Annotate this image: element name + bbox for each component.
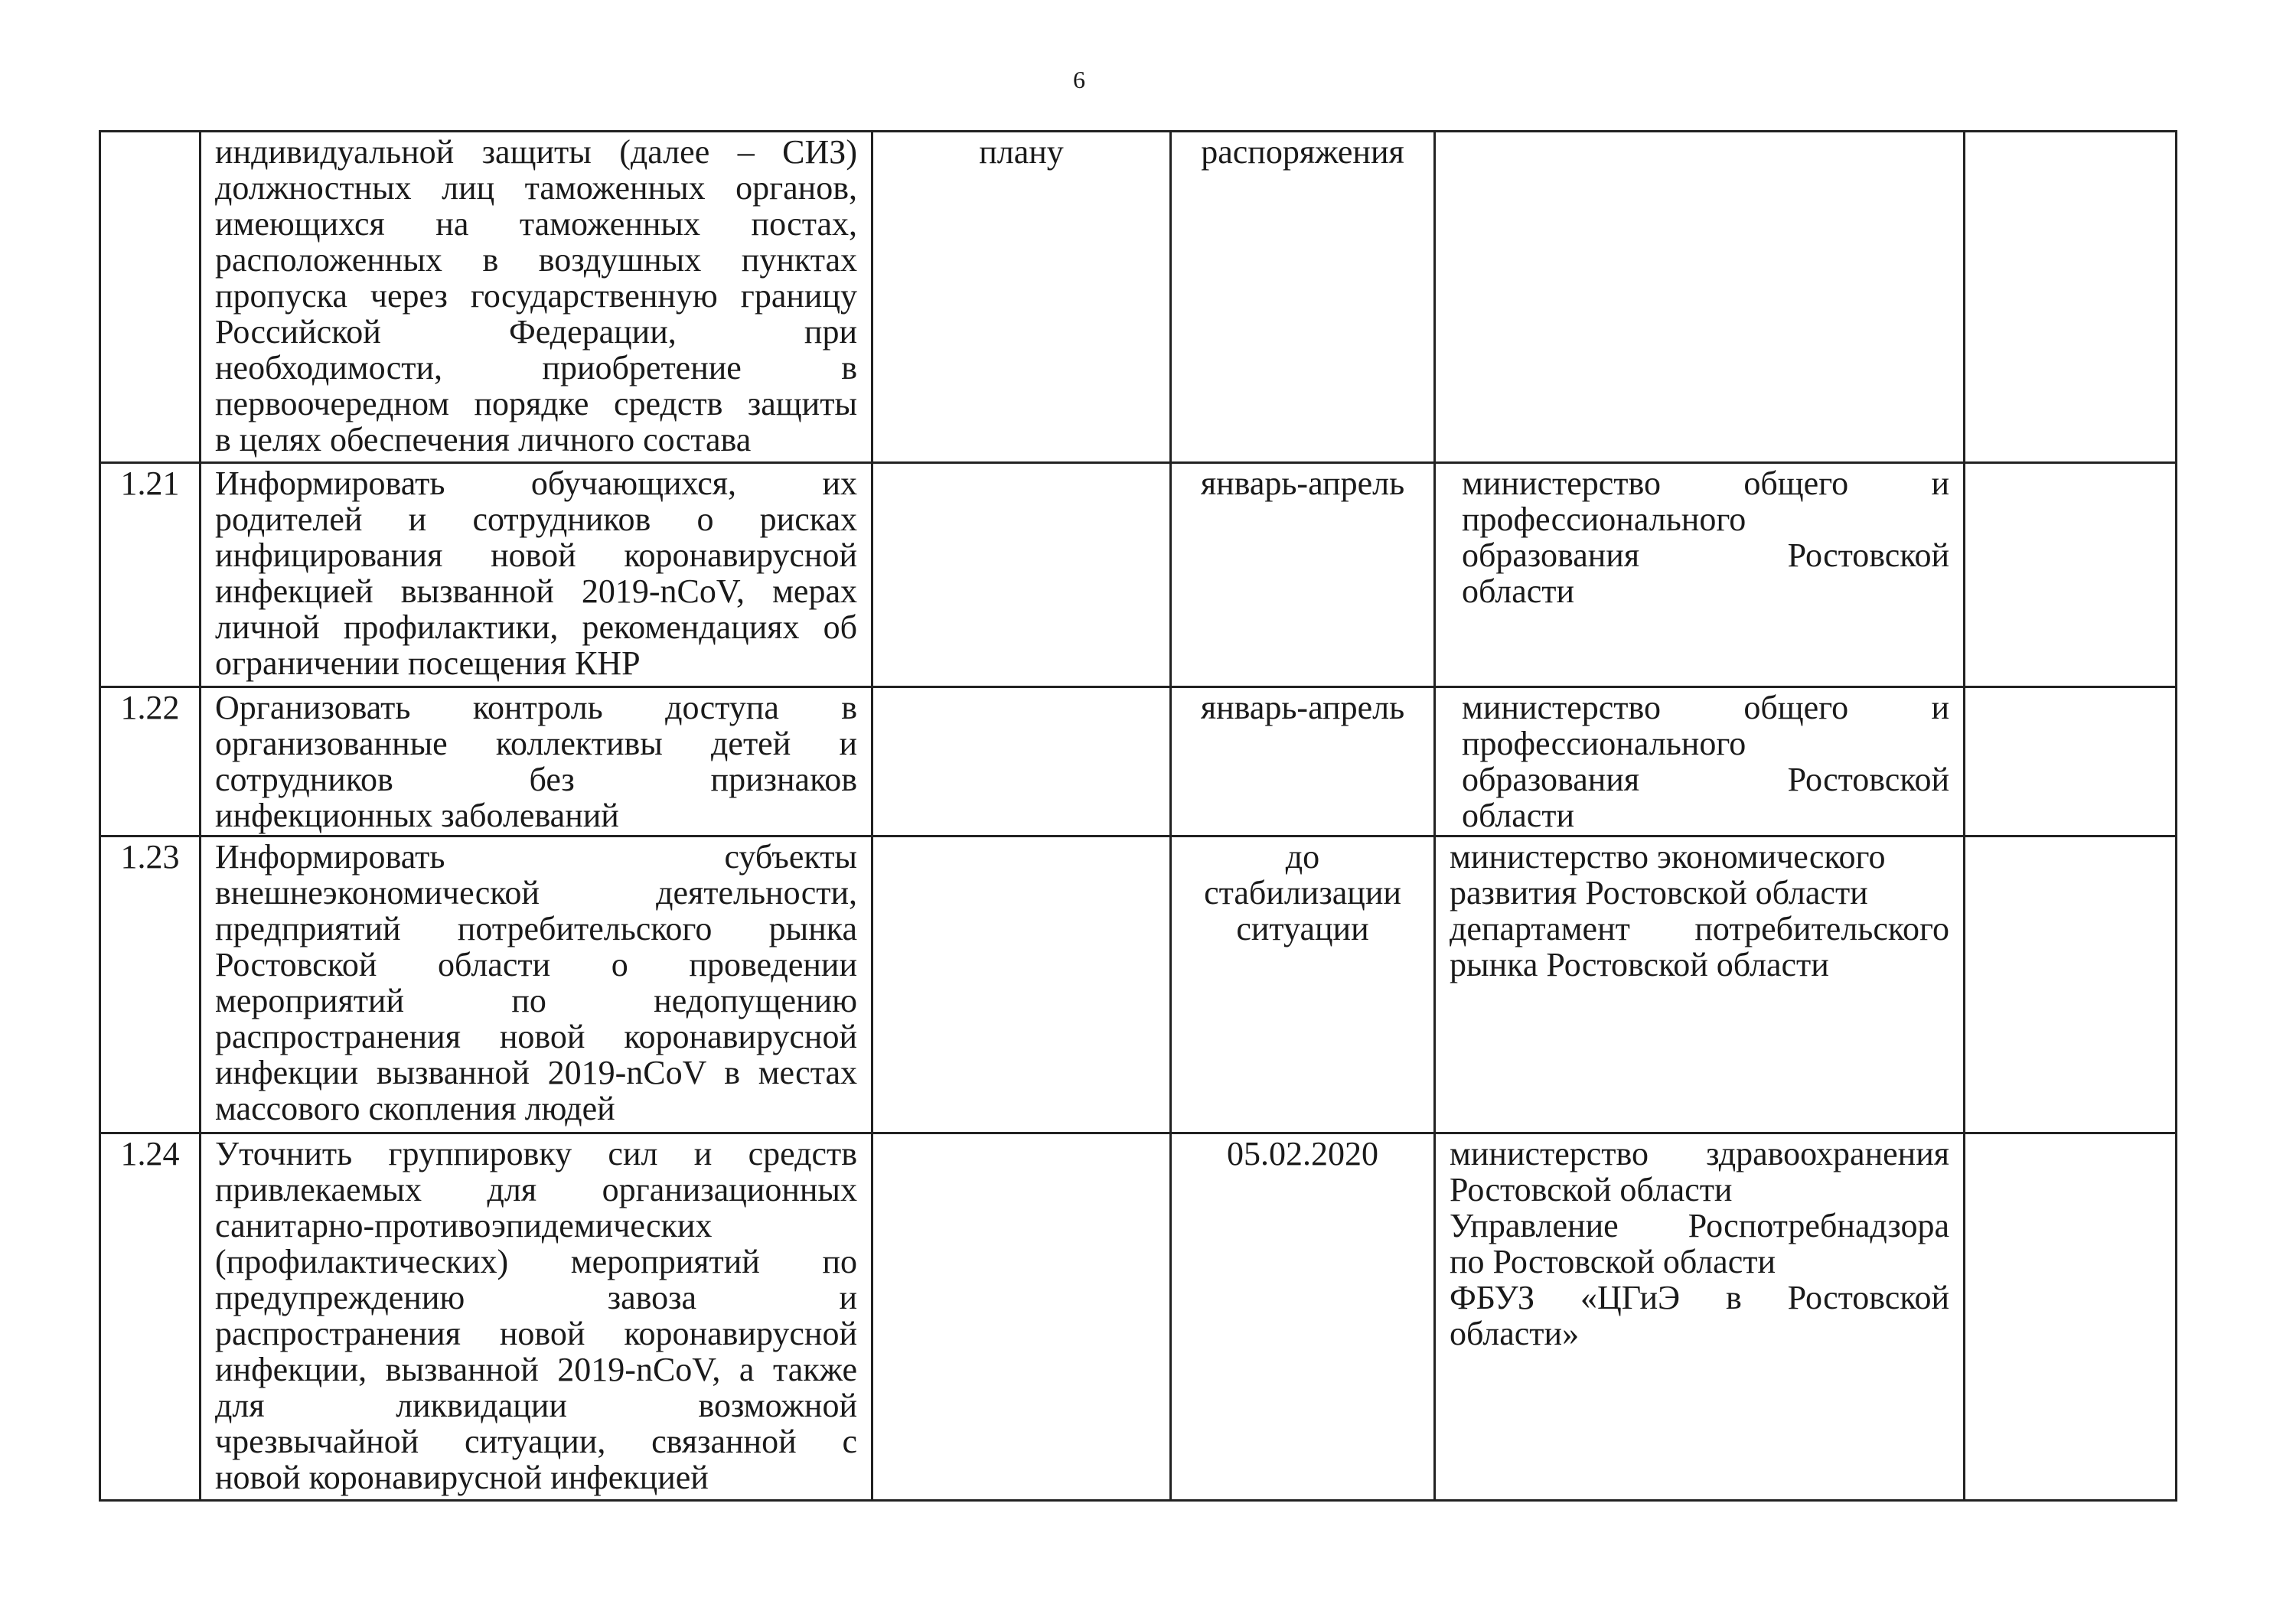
row-number: 1.23 <box>100 836 201 1133</box>
task-description <box>201 463 872 687</box>
row-number: 1.21 <box>100 463 201 687</box>
task-line: личной профилактики, рекомендациях об <box>215 608 857 646</box>
mark-cell <box>1965 463 2177 687</box>
task-line: Уточнить группировку сил и средств <box>215 1135 857 1172</box>
task-line: санитарно-противоэпидемических <box>215 1207 713 1244</box>
responsible-line: развития Ростовской области <box>1450 874 1868 911</box>
basis-cell: плану <box>872 132 1171 463</box>
task-line: расположенных в воздушных пунктах <box>215 241 857 279</box>
task-line: имеющихся на таможенных постах, <box>215 205 857 243</box>
task-line: должностных лиц таможенных органов, <box>215 169 857 207</box>
responsible-line: ФБУЗ «ЦГиЭ в Ростовской <box>1450 1279 1949 1316</box>
responsible-cell <box>1435 463 1965 687</box>
table-row <box>100 1133 2177 1501</box>
page-number: 6 <box>1073 66 1085 93</box>
responsible-cell <box>1435 687 1965 836</box>
table-row <box>100 463 2177 687</box>
term-line: стабилизации <box>1204 874 1401 911</box>
term-cell <box>1171 836 1435 1133</box>
mark-cell <box>1965 1133 2177 1501</box>
responsible-line: профессионального <box>1462 725 1746 762</box>
mark-cell <box>1965 836 2177 1133</box>
mark-cell <box>1965 132 2177 463</box>
term-line: ситуации <box>1236 910 1369 947</box>
basis-cell <box>872 1133 1171 1501</box>
term-cell: распоряжения <box>1171 132 1435 463</box>
responsible-cell <box>1435 132 1965 463</box>
row-number: 1.24 <box>100 1133 201 1501</box>
task-line: инфекции, вызванной 2019-nCoV, а также <box>215 1351 857 1388</box>
term-cell: январь-апрель <box>1171 687 1435 836</box>
responsible-line: министерство здравоохранения <box>1450 1135 1949 1172</box>
task-line: Информировать субъекты <box>215 838 857 876</box>
task-description <box>201 687 872 836</box>
table-row <box>100 132 2177 463</box>
task-line: предупреждению завоза и <box>215 1279 857 1316</box>
task-line: сотрудников без признаков <box>215 761 857 798</box>
task-line: необходимости, приобретение в <box>215 349 857 386</box>
task-line: чрезвычайной ситуации, связанной с <box>215 1423 857 1460</box>
responsible-line: области <box>1462 572 1575 610</box>
responsible-line: по Ростовской области <box>1450 1243 1776 1280</box>
responsible-cell <box>1435 1133 1965 1501</box>
task-line: массового скопления людей <box>215 1090 615 1127</box>
task-line: инфекции вызванной 2019-nCoV в местах <box>215 1054 857 1091</box>
task-line: предприятий потребительского рынка <box>215 910 857 947</box>
responsible-line: области <box>1462 797 1575 834</box>
task-line: Ростовской области о проведении <box>215 946 857 983</box>
task-line: для ликвидации возможной <box>215 1387 857 1424</box>
task-line: инфекцией вызванной 2019-nCoV, мерах <box>215 572 857 610</box>
task-line: первоочередном порядке средств защиты <box>215 385 857 422</box>
task-line: индивидуальной защиты (далее – СИЗ) <box>215 133 857 171</box>
responsible-line: профессионального <box>1462 501 1746 538</box>
task-line: инфекционных заболеваний <box>215 797 619 834</box>
basis-cell <box>872 463 1171 687</box>
task-line: распространения новой коронавирусной <box>215 1315 857 1352</box>
responsible-line: министерство общего и <box>1462 465 1949 502</box>
basis-cell <box>872 836 1171 1133</box>
table-row <box>100 836 2177 1133</box>
task-line: ограничении посещения КНР <box>215 644 641 682</box>
task-line: привлекаемых для организационных <box>215 1171 857 1208</box>
task-line: новой коронавирусной инфекцией <box>215 1459 709 1496</box>
responsible-line: рынка Ростовской области <box>1450 946 1829 983</box>
task-description <box>201 132 872 463</box>
task-line: инфицирования новой коронавирусной <box>215 536 857 574</box>
responsible-line: департамент потребительского <box>1450 910 1949 947</box>
task-line: Российской Федерации, при <box>215 313 857 351</box>
responsible-line: Управление Роспотребнадзора <box>1450 1207 1949 1244</box>
basis-cell <box>872 687 1171 836</box>
task-line: пропуска через государственную границу <box>215 277 857 315</box>
task-description <box>201 1133 872 1501</box>
task-description <box>201 836 872 1133</box>
task-line: Информировать обучающихся, их <box>215 465 857 502</box>
task-line: (профилактических) мероприятий по <box>215 1243 857 1280</box>
responsible-line: Ростовской области <box>1450 1171 1733 1208</box>
row-number <box>100 132 201 463</box>
term-cell: 05.02.2020 <box>1171 1133 1435 1501</box>
row-number: 1.22 <box>100 687 201 836</box>
mark-cell <box>1965 687 2177 836</box>
measures-table <box>99 130 2177 1502</box>
task-line: родителей и сотрудников о рисках <box>215 501 857 538</box>
term-line: до <box>1285 838 1320 876</box>
task-line: внешнеэкономической деятельности, <box>215 874 857 911</box>
task-line: мероприятий по недопущению <box>215 982 857 1019</box>
responsible-line: министерство общего и <box>1462 689 1949 726</box>
task-line: распространения новой коронавирусной <box>215 1018 857 1055</box>
responsible-line: министерство экономического <box>1450 838 1886 876</box>
responsible-cell <box>1435 836 1965 1133</box>
responsible-line: образования Ростовской <box>1462 536 1949 574</box>
responsible-line: образования Ростовской <box>1462 761 1949 798</box>
term-cell: январь-апрель <box>1171 463 1435 687</box>
task-line: организованные коллективы детей и <box>215 725 857 762</box>
task-line: Организовать контроль доступа в <box>215 689 857 726</box>
table-row <box>100 687 2177 836</box>
responsible-line: области» <box>1450 1315 1580 1352</box>
task-line: в целях обеспечения личного состава <box>215 421 752 458</box>
